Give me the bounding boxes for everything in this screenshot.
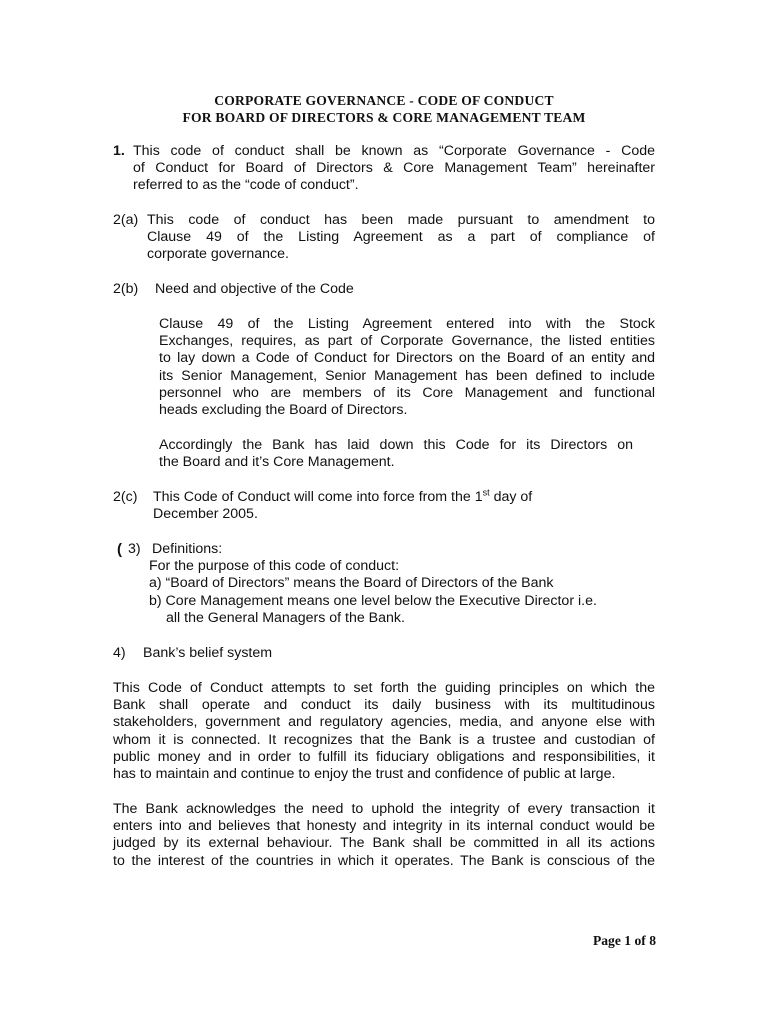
paragraph-line: heads excluding the Board of Directors.: [159, 402, 408, 419]
section-3-open-paren: (: [117, 541, 122, 558]
section-1-line: of Conduct for Board of Directors & Core Management Team” hereinafter: [133, 160, 655, 177]
ordinal-suffix: st: [482, 487, 490, 498]
section-2a-line: This code of conduct has been made pursuant to amendment to: [147, 212, 655, 228]
definition-item-b: b) Core Management means one level below the Executive Director i.e.: [149, 593, 597, 609]
section-2c-text: This Code of Conduct will come into force from the 1: [153, 489, 483, 505]
paragraph-line: has to maintain and continue to enjoy the trust and confidence of public at large.: [113, 766, 616, 783]
section-2b-number: 2(b): [113, 281, 139, 297]
definition-item-b-continued: all the General Managers of the Bank.: [166, 610, 405, 626]
section-4-heading: Bank’s belief system: [143, 645, 273, 661]
paragraph-line: public money and in order to fulfill its fiduciary obligations and responsibilities, it: [113, 748, 655, 765]
paragraph-line: This Code of Conduct attempts to set forth the guiding principles on which the: [113, 680, 655, 696]
paragraph-line: Exchanges, requires, as part of Corporate Governance, the listed entities: [159, 333, 655, 350]
section-1-line: This code of conduct shall be known as “Corporate Governance - Code: [133, 143, 655, 159]
section-2b-paragraph-2: [159, 437, 655, 471]
paragraph-line: stakeholders, government and regulatory agencies, media, and anyone else with: [113, 714, 655, 731]
paragraph-line: The Bank acknowledges the need to uphold the integrity of every transaction it: [113, 801, 655, 817]
page-number: Page 1 of 8: [592, 933, 656, 948]
definition-item-a: a) “Board of Directors” means the Board of Directors of the Bank: [149, 575, 554, 591]
paragraph-line: enters into and believes that honesty and integrity in its internal conduct would be: [113, 818, 655, 835]
section-3-line: For the purpose of this code of conduct:: [149, 558, 400, 574]
paragraph-line: Accordingly the Bank has laid down this Code for its Directors on: [159, 437, 633, 453]
document-title-line-2: FOR BOARD OF DIRECTORS & CORE MANAGEMENT TEAM: [182, 110, 586, 125]
paragraph-line: whom it is connected. It recognizes that the Bank is a trustee and custodian of: [113, 731, 655, 748]
paragraph-line: its Senior Management, Senior Management has been defined to include: [159, 367, 655, 384]
section-2c-line: [153, 489, 532, 506]
section-1-number: 1.: [113, 143, 125, 159]
section-1-line: referred to as the “code of conduct”.: [133, 177, 359, 194]
section-2a-line: Clause 49 of the Listing Agreement as a part of compliance of: [147, 229, 655, 246]
section-2b-paragraph-1: [159, 316, 655, 419]
section-4-number: 4): [113, 645, 126, 661]
paragraph-line: Clause 49 of the Listing Agreement entered into with the Stock: [159, 316, 655, 332]
paragraph-line: judged by its external behaviour. The Bank shall be committed in all its actions: [113, 835, 655, 852]
section-4-paragraph-2: [113, 801, 655, 870]
paragraph-line: to the interest of the countries in which it operates. The Bank is conscious of the: [113, 852, 655, 869]
section-2c-line: December 2005.: [153, 506, 258, 523]
paragraph-line: personnel who are members of its Core Management and functional: [159, 384, 655, 401]
section-2a-line: corporate governance.: [147, 246, 289, 263]
paragraph-line: to lay down a Code of Conduct for Directors on the Board of an entity and: [159, 350, 655, 367]
section-2a-number: 2(a): [113, 212, 139, 228]
document-title-line-1: CORPORATE GOVERNANCE - CODE OF CONDUCT: [214, 93, 554, 108]
section-3-heading: Definitions:: [152, 541, 223, 557]
section-2b-heading: Need and objective of the Code: [155, 281, 354, 297]
section-3-number: 3): [128, 541, 141, 557]
section-4-paragraph-1: [113, 680, 655, 783]
paragraph-line: the Board and it’s Core Management.: [159, 454, 395, 471]
section-2c-number: 2(c): [113, 489, 138, 505]
section-2c-text: day of: [489, 489, 533, 505]
paragraph-line: Bank shall operate and conduct its daily business with its multitudinous: [113, 697, 655, 714]
